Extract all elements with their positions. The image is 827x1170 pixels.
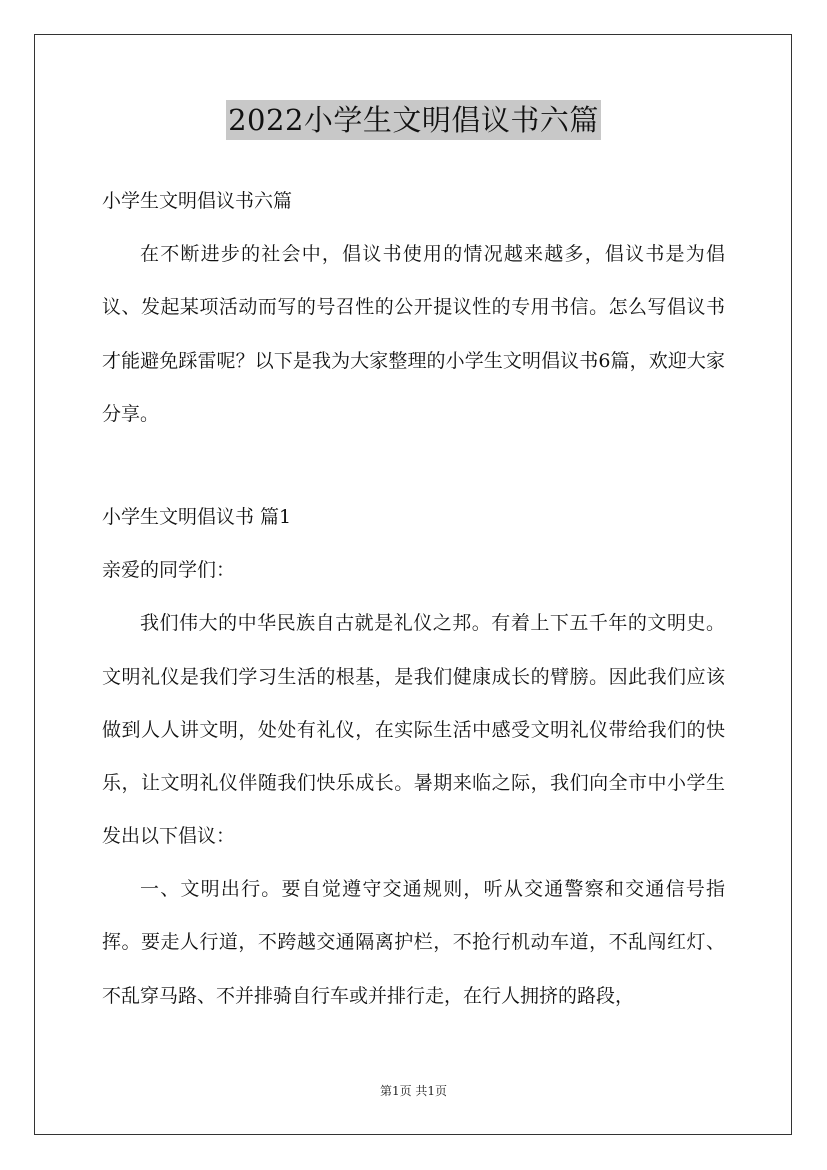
body-paragraph-2: 一、文明出行。要自觉遵守交通规则，听从交通警察和交通信号指挥。要走人行道，不跨越交通隔离护栏，不抢行机动车道，不乱闯红灯、不乱穿马路、不并排骑自行车或并排行走，在行人拥挤的路段， bbox=[102, 878, 725, 1007]
page-footer: 第1页 共1页 bbox=[379, 1084, 448, 1098]
section-gap bbox=[102, 441, 725, 491]
intro-paragraph: 在不断进步的社会中，倡议书使用的情况越来越多，倡议书是为倡议、发起某项活动而写的号召性的公开提议性的专用书信。怎么写倡议书才能避免踩雷呢？以下是我为大家整理的小学生文明倡议书6篇，欢迎大家分享。 bbox=[102, 243, 725, 425]
title-container bbox=[0, 100, 827, 140]
salutation: 亲爱的同学们： bbox=[102, 559, 236, 582]
document-body bbox=[102, 175, 725, 1023]
document-title: 2022小学生文明倡议书六篇 bbox=[226, 100, 601, 140]
body-paragraph-1: 我们伟大的中华民族自古就是礼仪之邦。有着上下五千年的文明史。文明礼仪是我们学习生活的根基，是我们健康成长的臂膀。因此我们应该做到人人讲文明，处处有礼仪，在实际生活中感受文明礼仪带给我们的快乐，让文明礼仪伴随我们快乐成长。暑期来临之际，我们向全市中小学生发出以下倡议： bbox=[102, 612, 725, 848]
section-heading: 小学生文明倡议书 篇1 bbox=[102, 505, 292, 528]
document-subtitle: 小学生文明倡议书六篇 bbox=[102, 190, 293, 212]
